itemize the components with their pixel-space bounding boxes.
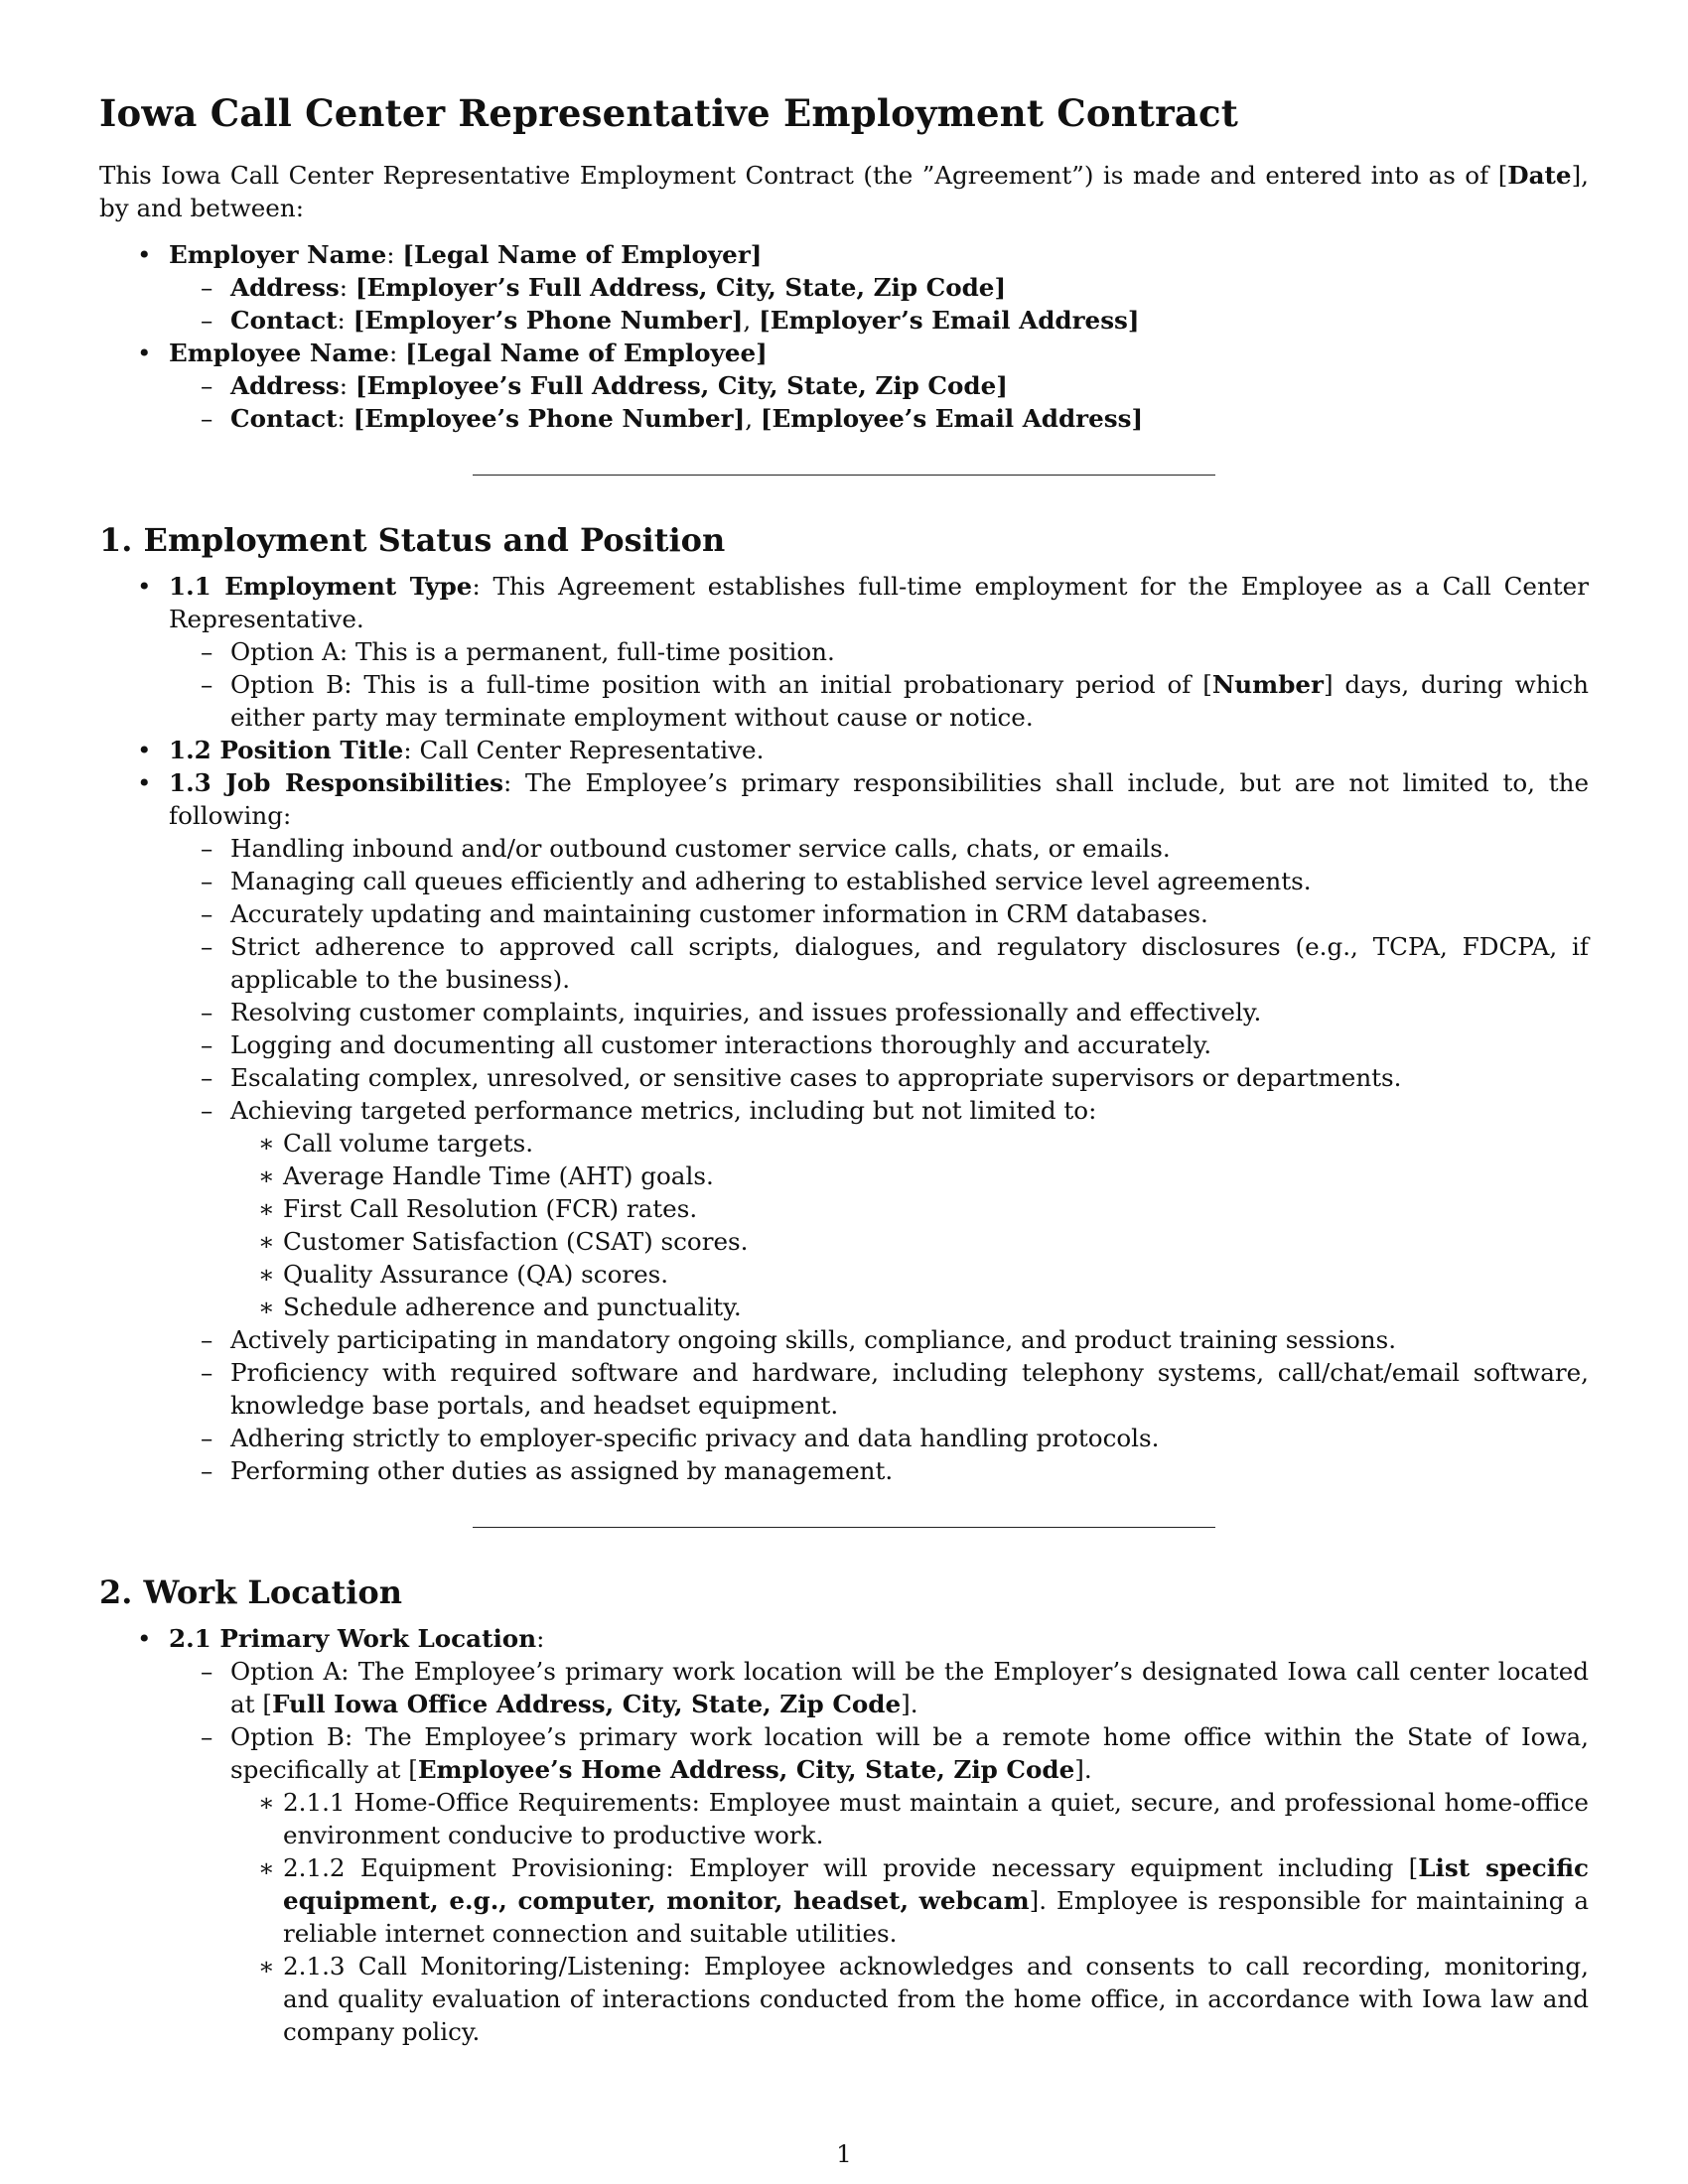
section-1-heading: 1. Employment Status and Position xyxy=(99,521,726,559)
clause-2-1: • 2.1 Primary Work Location: – Option A: The Employee’s primary work location will be the Employer’s designated Iowa call center located at [Full Iowa Office Address, City, State, Zip Code]. – Option B: The Employee’s primary work location will be a remote home office within the State of Iowa, specifically at [Employee’s Home Address, City, State, Zip Code]. ∗ 2.1.1 Home-Office Requirements: Employee must maintain a quiet, secure, and professional home-office environment conducive to productive work. ∗ 2.1.2 Equipment Provisioning: Employer will provide necessary equipment including [List specific equipment, e.g., computer, monitor, headset, webcam]. Employee is responsible for maintaining a reliable internet connection and suitable utilities. ∗ 2.1.3 Call Monitoring/Listening: Employee acknowledges and consents to call recording, monitoring, and quality evaluation of interactions conducted from the home office, in accordance with Iowa law and company policy. xyxy=(99,1622,1589,2048)
clause-2-1-option-b: – Option B: The Employee’s primary work location will be a remote home office within the State of Iowa, specifically at [Employee’s Home Address, City, State, Zip Code]. ∗ 2.1.1 Home-Office Requirements: Employee must maintain a quiet, secure, and professional home-office environment conducive to productive work. ∗ 2.1.2 Equipment Provisioning: Employer will provide necessary equipment including [List specific equipment, e.g., computer, monitor, headset, webcam]. Employee is responsible for maintaining a reliable internet connection and suitable utilities. ∗ 2.1.3 Call Monitoring/Listening: Employee acknowledges and consents to call recording, monitoring, and quality evaluation of interactions conducted from the home office, in accordance with Iowa law and company policy. xyxy=(109,1720,1589,2048)
clause-1-1-option-a: – Option A: This is a permanent, full-time position. xyxy=(109,635,1589,668)
parties-list xyxy=(99,238,1589,435)
list-item: ∗ Call volume targets. xyxy=(109,1127,1589,1160)
list-item: – Logging and documenting all customer interactions thoroughly and accurately. xyxy=(109,1028,1589,1061)
document-page xyxy=(99,81,1589,2048)
date-placeholder: Date xyxy=(1507,161,1572,190)
list-item: ∗ Customer Satisfaction (CSAT) scores. xyxy=(109,1225,1589,1258)
clause-1-1: • 1.1 Employment Type: This Agreement establishes full-time employment for the Employee as a Call Center Representative. – Option A: This is a permanent, full-time position. – Option B: This is a full-time position with an initial probationary period of [Number] days, during which either party may terminate employment without cause or notice. xyxy=(99,570,1589,734)
list-item: – Managing call queues efficiently and adhering to established service level agreements. xyxy=(109,865,1589,897)
list-item: – Accurately updating and maintaining customer information in CRM databases. xyxy=(109,897,1589,930)
employer-item: • Employer Name: [Legal Name of Employer] – Address: [Employer’s Full Address, City, State, Zip Code] – Contact: [Employer’s Phone Number], [Employer’s Email Address] xyxy=(99,238,1589,337)
list-item: – Handling inbound and/or outbound customer service calls, chats, or emails. xyxy=(109,832,1589,865)
responsibilities-list xyxy=(109,832,1589,1487)
clause-2-1-1: ∗ 2.1.1 Home-Office Requirements: Employee must maintain a quiet, secure, and professional home-office environment conducive to productive work. xyxy=(109,1786,1589,1851)
clause-1-3: • 1.3 Job Responsibilities: The Employee’s primary responsibilities shall include, but are not limited to, the following: – Handling inbound and/or outbound customer service calls, chats, or emails. – Managing call queues efficiently and adhering to established service level agreements. – Accurately updating and maintaining customer information in CRM databases. – Strict adherence to approved call scripts, dialogues, and regulatory disclosures (e.g., TCPA, FDCPA, if applicable to the business). – Resolving customer complaints, inquiries, and issues professionally and effectively. – Logging and documenting all customer interactions thoroughly and accurately. – Escalating complex, unresolved, or sensitive cases to appropriate supervisors or departments. – Achieving targeted performance metrics, including but not limited to: ∗ Call volume targets. ∗ Average Handle Time (AHT) goals. ∗ First Call Resolution (FCR) rates. ∗ Customer Satisfaction (CSAT) scores. ∗ Quality Assurance (QA) scores. ∗ Schedule adherence and punctuality. – Actively participating in mandatory ongoing skills, compliance, and product training sessions. – Proficiency with required software and hardware, including telephony systems, call/chat/email software, knowledge base portals, and headset equipment. – Adhering strictly to employer-specific privacy and data handling protocols. – Performing other duties as assigned by management. xyxy=(99,766,1589,1487)
section-1-list xyxy=(99,570,1589,1487)
metrics-list xyxy=(109,1127,1589,1323)
section-2-heading: 2. Work Location xyxy=(99,1573,402,1611)
clause-2-1-3: ∗ 2.1.3 Call Monitoring/Listening: Employee acknowledges and consents to call recording, monitoring, and quality evaluation of interactions conducted from the home office, in accordance with Iowa law and company policy. xyxy=(109,1950,1589,2048)
employee-contact: – Contact: [Employee’s Phone Number], [Employee’s Email Address] xyxy=(109,402,1589,435)
list-item: – Adhering strictly to employer-specific privacy and data handling protocols. xyxy=(109,1422,1589,1454)
list-item: – Strict adherence to approved call scripts, dialogues, and regulatory disclosures (e.g., TCPA, FDCPA, if applicable to the business). xyxy=(109,930,1589,996)
metrics-item: – Achieving targeted performance metrics, including but not limited to: ∗ Call volume targets. ∗ Average Handle Time (AHT) goals. ∗ First Call Resolution (FCR) rates. ∗ Customer Satisfaction (CSAT) scores. ∗ Quality Assurance (QA) scores. ∗ Schedule adherence and punctuality. xyxy=(109,1094,1589,1323)
section-2-list xyxy=(99,1622,1589,2048)
employer-name: [Legal Name of Employer] xyxy=(402,240,763,269)
page-number: 1 xyxy=(836,2139,852,2168)
employee-item: • Employee Name: [Legal Name of Employee] – Address: [Employee’s Full Address, City, State, Zip Code] – Contact: [Employee’s Phone Number], [Employee’s Email Address] xyxy=(99,337,1589,435)
list-item: ∗ Schedule adherence and punctuality. xyxy=(109,1291,1589,1323)
list-item: – Performing other duties as assigned by management. xyxy=(109,1454,1589,1487)
intro-paragraph: This Iowa Call Center Representative Employment Contract (the ”Agreement”) is made and entered into as of [Date], by and between: xyxy=(99,161,1589,222)
clause-1-2: • 1.2 Position Title: Call Center Representative. xyxy=(99,734,1589,766)
clause-1-1-option-b: – Option B: This is a full-time position with an initial probationary period of [Number] days, during which either party may terminate employment without cause or notice. xyxy=(109,668,1589,734)
clause-2-1-2: ∗ 2.1.2 Equipment Provisioning: Employer will provide necessary equipment including [List specific equipment, e.g., computer, monitor, headset, webcam]. Employee is responsible for maintaining a reliable internet connection and suitable utilities. xyxy=(109,1851,1589,1950)
list-item: – Proficiency with required software and hardware, including telephony systems, call/chat/email software, knowledge base portals, and headset equipment. xyxy=(109,1356,1589,1422)
clause-2-1-option-a: – Option A: The Employee’s primary work location will be the Employer’s designated Iowa call center located at [Full Iowa Office Address, City, State, Zip Code]. xyxy=(109,1655,1589,1720)
section-divider xyxy=(473,475,1215,476)
employee-address: – Address: [Employee’s Full Address, City, State, Zip Code] xyxy=(109,369,1589,402)
employer-address: – Address: [Employer’s Full Address, City, State, Zip Code] xyxy=(109,271,1589,304)
list-item: – Actively participating in mandatory ongoing skills, compliance, and product training sessions. xyxy=(109,1323,1589,1356)
document-title: Iowa Call Center Representative Employment Contract xyxy=(99,91,1239,135)
list-item: ∗ First Call Resolution (FCR) rates. xyxy=(109,1192,1589,1225)
section-divider xyxy=(473,1527,1215,1528)
list-item: ∗ Quality Assurance (QA) scores. xyxy=(109,1258,1589,1291)
list-item: – Resolving customer complaints, inquiries, and issues professionally and effectively. xyxy=(109,996,1589,1028)
list-item: ∗ Average Handle Time (AHT) goals. xyxy=(109,1160,1589,1192)
employer-contact: – Contact: [Employer’s Phone Number], [Employer’s Email Address] xyxy=(109,304,1589,337)
employee-name: [Legal Name of Employee] xyxy=(405,339,768,367)
list-item: – Escalating complex, unresolved, or sensitive cases to appropriate supervisors or departments. xyxy=(109,1061,1589,1094)
